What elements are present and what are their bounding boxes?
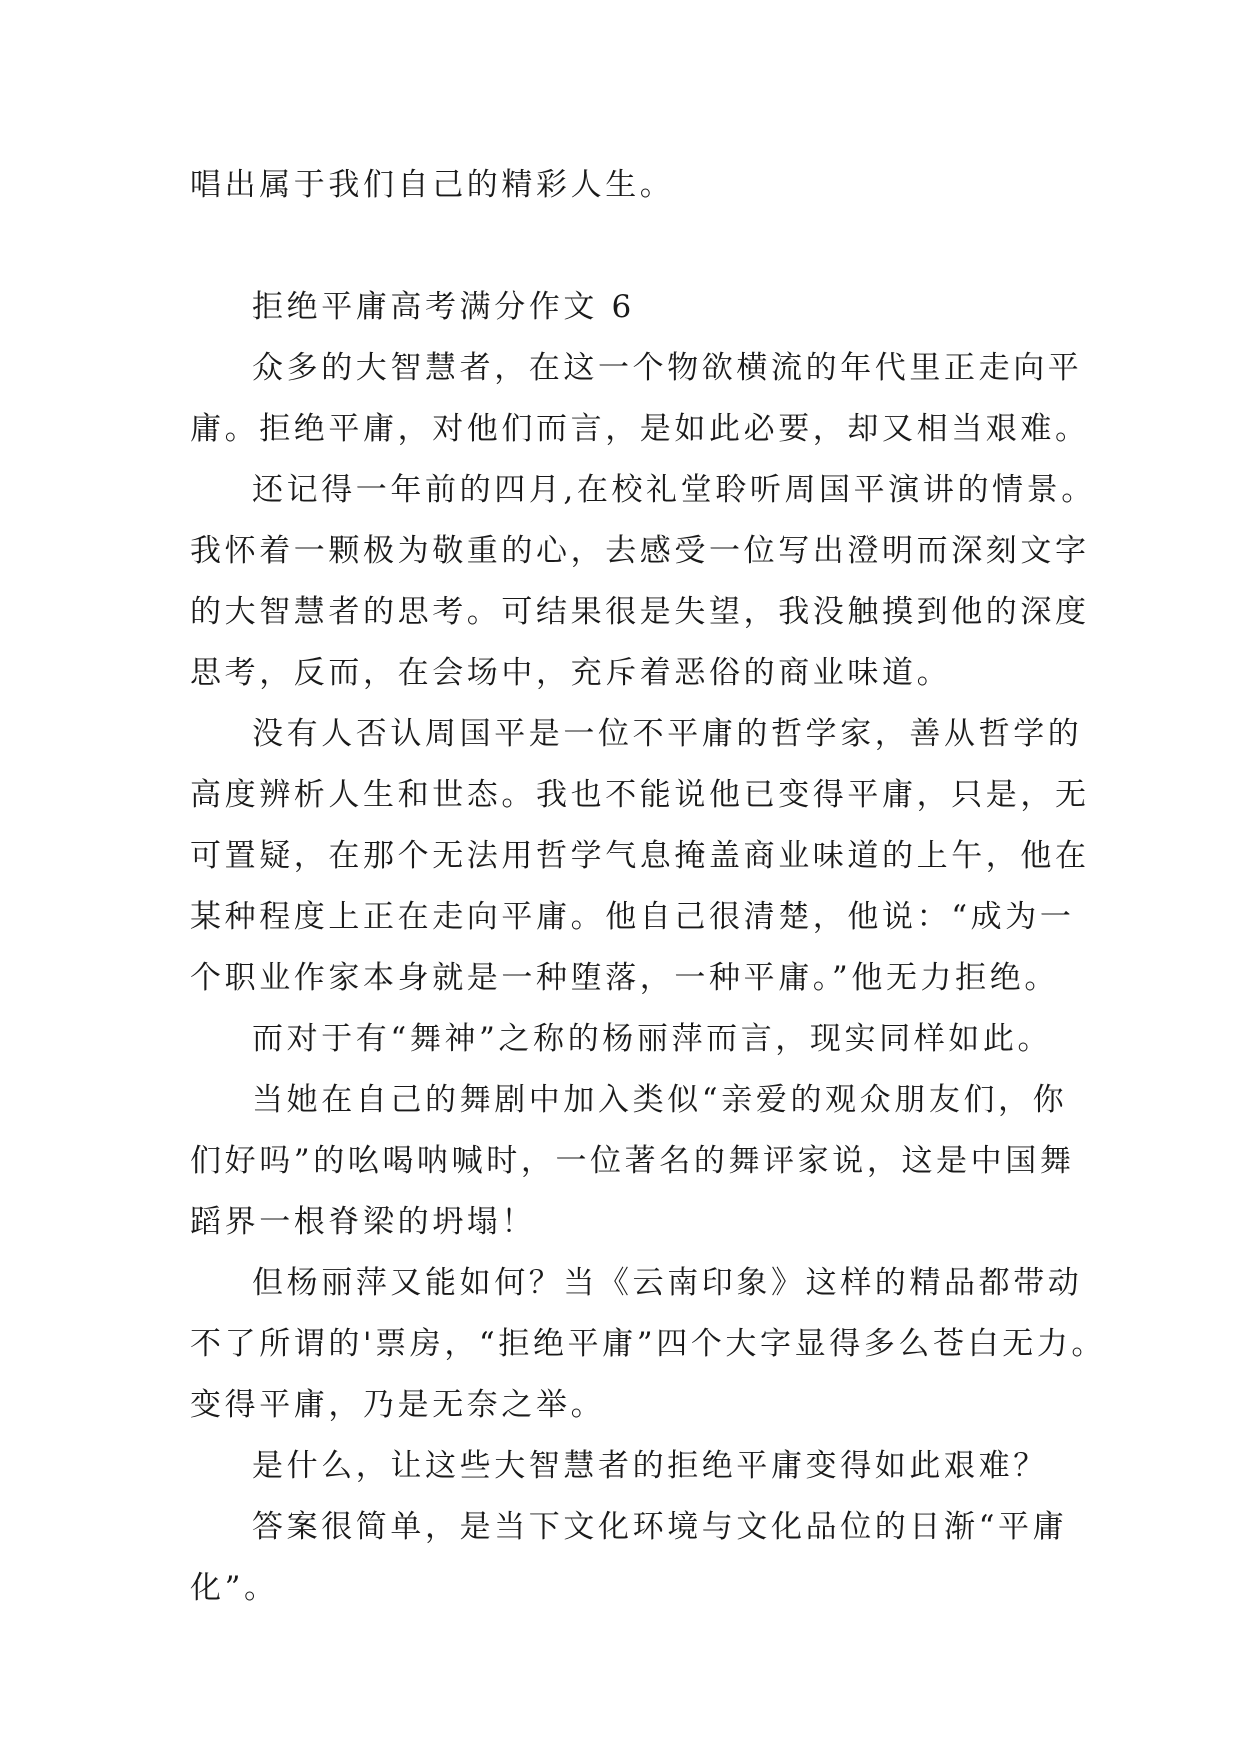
text-line: 思考，反而，在会场中，充斥着恶俗的商业味道。 <box>190 655 952 691</box>
text-line: 庸。拒绝平庸，对他们而言，是如此必要，却又相当艰难。 <box>190 411 1090 447</box>
text-line: 当她在自己的舞剧中加入类似“亲爱的观众朋友们，你 <box>252 1082 1068 1118</box>
text-line: 拒绝平庸高考满分作文 6 <box>252 289 635 325</box>
text-line: 的大智慧者的思考。可结果很是失望，我没触摸到他的深度 <box>190 594 1090 630</box>
paragraph <box>190 460 1096 704</box>
text-line: 唱出属于我们自己的精彩人生。 <box>190 167 675 203</box>
paragraph <box>190 1497 1080 1619</box>
paragraph-closing-line <box>190 155 1080 216</box>
paragraph <box>190 1436 1080 1497</box>
paragraph <box>190 1070 1080 1253</box>
text-line: 个职业作家本身就是一种堕落，一种平庸。”他无力拒绝。 <box>190 960 1059 996</box>
essay-title <box>190 277 1080 338</box>
text-line: 化”。 <box>190 1570 279 1606</box>
text-line: 可置疑，在那个无法用哲学气息掩盖商业味道的上午，他在 <box>190 838 1090 874</box>
article-body <box>190 155 1107 1619</box>
text-line: 蹈界一根脊梁的坍塌！ <box>190 1204 536 1240</box>
text-line: 变得平庸，乃是无奈之举。 <box>190 1387 606 1423</box>
text-line: 某种程度上正在走向平庸。他自己很清楚，他说：“成为一 <box>190 899 1075 935</box>
paragraph <box>190 704 1090 1009</box>
paragraph <box>190 338 1090 460</box>
paragraph <box>190 1009 1080 1070</box>
text-line: 但杨丽萍又能如何？当《云南印象》这样的精品都带动 <box>252 1265 1083 1301</box>
text-line: 是什么，让这些大智慧者的拒绝平庸变得如此艰难？ <box>252 1448 1048 1484</box>
text-line: 高度辨析人生和世态。我也不能说他已变得平庸，只是，无 <box>190 777 1090 813</box>
text-line: 不了所谓的'票房，“拒绝平庸”四个大字显得多么苍白无力。 <box>190 1326 1107 1362</box>
text-line: 没有人否认周国平是一位不平庸的哲学家，善从哲学的 <box>252 716 1083 752</box>
text-line: 答案很简单，是当下文化环境与文化品位的日渐“平庸 <box>252 1509 1068 1545</box>
paragraph <box>190 1253 1107 1436</box>
text-line: 们好吗”的吆喝呐喊时，一位著名的舞评家说，这是中国舞 <box>190 1143 1075 1179</box>
text-line: 还记得一年前的四月,在校礼堂聆听周国平演讲的情景。 <box>252 472 1096 508</box>
text-line: 众多的大智慧者，在这一个物欲横流的年代里正走向平 <box>252 350 1083 386</box>
text-line: 而对于有“舞神”之称的杨丽萍而言，现实同样如此。 <box>252 1021 1053 1057</box>
text-line: 我怀着一颗极为敬重的心，去感受一位写出澄明而深刻文字 <box>190 533 1090 569</box>
